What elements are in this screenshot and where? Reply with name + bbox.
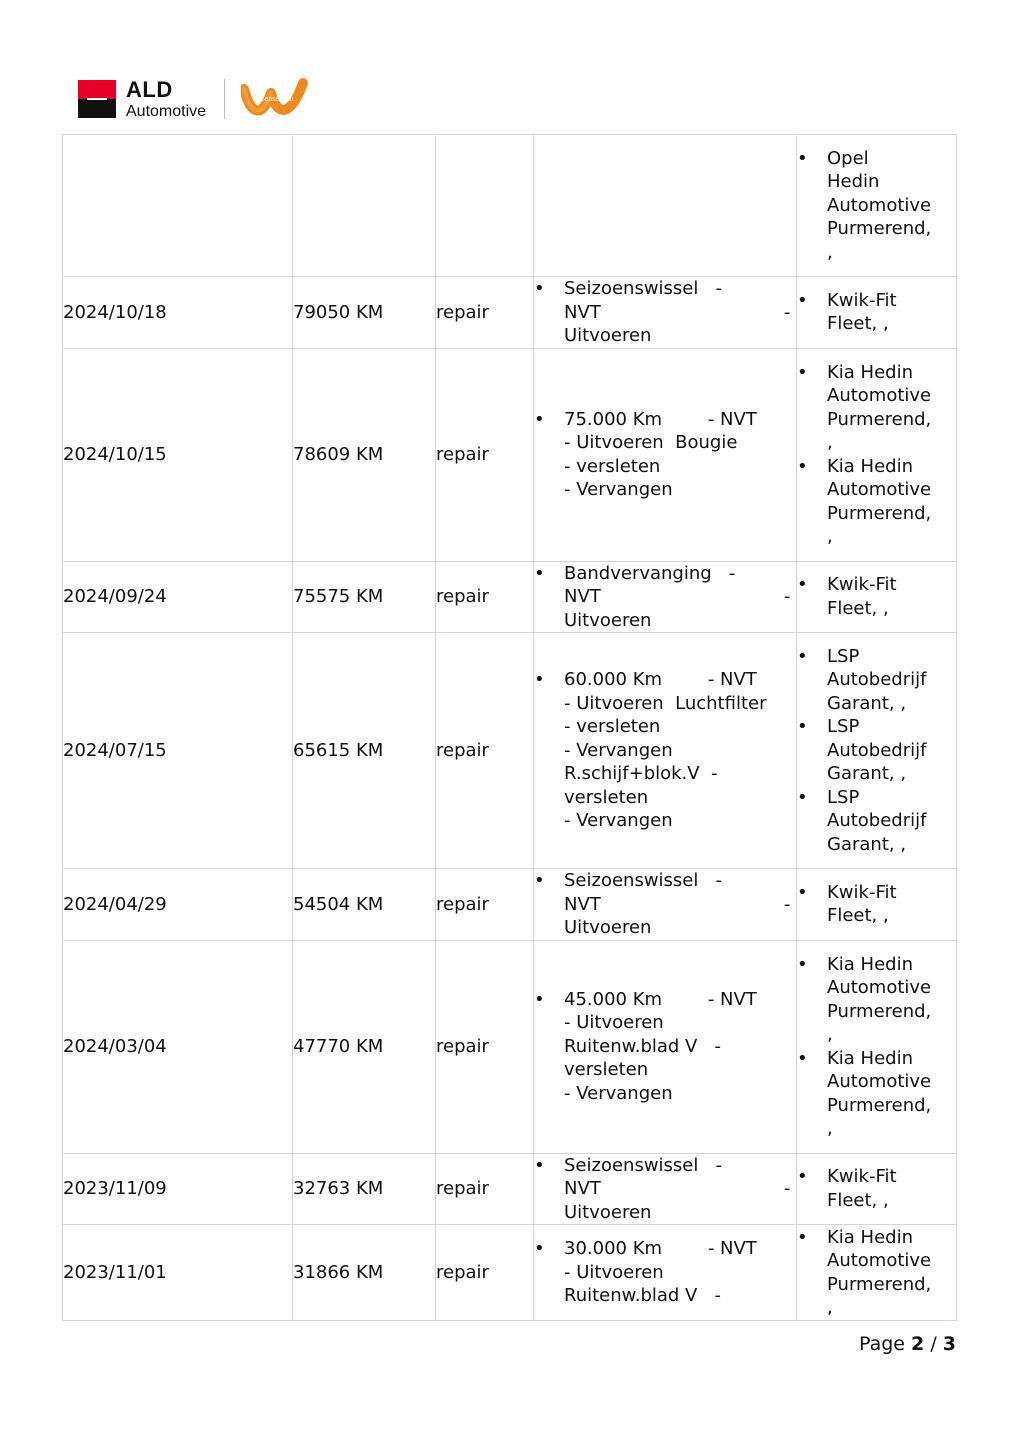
table-row bbox=[63, 561, 957, 633]
work-item: • 45.000 Km - NVT - Uitvoeren Ruitenw.blad V - versleten - Vervangen bbox=[534, 988, 796, 1106]
date-cell: 2024/10/15 bbox=[63, 348, 293, 561]
date-cell: 2024/07/15 bbox=[63, 633, 293, 869]
work-cell bbox=[534, 1225, 797, 1321]
partner-logo-text: LeasePlan bbox=[260, 96, 294, 103]
mileage-cell: 31866 KM bbox=[293, 1225, 436, 1321]
page-separator: / bbox=[930, 1333, 937, 1355]
garage-cell bbox=[797, 633, 957, 869]
table-row bbox=[63, 277, 957, 349]
garage-item: • Kwik-Fit Fleet, , bbox=[797, 573, 956, 620]
garage-item: • Kwik-Fit Fleet, , bbox=[797, 881, 956, 928]
work-item: • Seizoenswissel - NVT - Uitvoeren bbox=[534, 869, 796, 940]
work-cell bbox=[534, 135, 797, 277]
type-cell: repair bbox=[436, 1225, 534, 1321]
work-item: • 30.000 Km - NVT - Uitvoeren Ruitenw.blad V - bbox=[534, 1237, 796, 1308]
work-cell bbox=[534, 1153, 797, 1225]
work-item: • Bandvervanging - NVT - Uitvoeren bbox=[534, 562, 796, 633]
work-item: • Seizoenswissel - NVT - Uitvoeren bbox=[534, 1154, 796, 1225]
work-item: • 60.000 Km - NVT - Uitvoeren Luchtfilter - versleten - Vervangen R.schijf+blok.V - versleten - Vervangen bbox=[534, 668, 796, 833]
garage-item: • LSP Autobedrijf Garant, , bbox=[797, 645, 956, 716]
work-cell bbox=[534, 633, 797, 869]
work-cell bbox=[534, 869, 797, 941]
brand-line1: ALD bbox=[126, 76, 173, 102]
work-cell bbox=[534, 940, 797, 1153]
table-row bbox=[63, 135, 957, 277]
table-row bbox=[63, 1153, 957, 1225]
work-cell bbox=[534, 348, 797, 561]
mileage-cell: 75575 KM bbox=[293, 561, 436, 633]
date-cell: 2023/11/01 bbox=[63, 1225, 293, 1321]
type-cell: repair bbox=[436, 277, 534, 349]
table-row bbox=[63, 940, 957, 1153]
mileage-cell: 78609 KM bbox=[293, 348, 436, 561]
maintenance-history-table bbox=[62, 134, 957, 1321]
date-cell: 2024/04/29 bbox=[63, 869, 293, 941]
ald-logo-mark bbox=[78, 80, 116, 118]
mileage-cell bbox=[293, 135, 436, 277]
type-cell bbox=[436, 135, 534, 277]
table-row bbox=[63, 633, 957, 869]
garage-item: • Kia Hedin Automotive Purmerend, , bbox=[797, 953, 956, 1047]
garage-cell bbox=[797, 561, 957, 633]
garage-cell bbox=[797, 135, 957, 277]
leaseplan-logo-icon bbox=[241, 77, 313, 121]
garage-item: • Kwik-Fit Fleet, , bbox=[797, 1165, 956, 1212]
work-cell bbox=[534, 561, 797, 633]
garage-item: • Opel Hedin Automotive Purmerend, , bbox=[797, 147, 956, 265]
type-cell: repair bbox=[436, 869, 534, 941]
mileage-cell: 65615 KM bbox=[293, 633, 436, 869]
type-cell: repair bbox=[436, 348, 534, 561]
type-cell: repair bbox=[436, 633, 534, 869]
logo-divider bbox=[224, 79, 225, 119]
garage-item: • LSP Autobedrijf Garant, , bbox=[797, 715, 956, 786]
date-cell bbox=[63, 135, 293, 277]
garage-cell bbox=[797, 1153, 957, 1225]
garage-item: • Kia Hedin Automotive Purmerend, , bbox=[797, 1047, 956, 1141]
garage-cell bbox=[797, 869, 957, 941]
mileage-cell: 47770 KM bbox=[293, 940, 436, 1153]
header-logos bbox=[78, 76, 313, 122]
ald-logo-text bbox=[126, 76, 207, 120]
garage-cell bbox=[797, 940, 957, 1153]
garage-cell bbox=[797, 1225, 957, 1321]
garage-item: • Kia Hedin Automotive Purmerend, , bbox=[797, 455, 956, 549]
garage-item: • Kwik-Fit Fleet, , bbox=[797, 289, 956, 336]
type-cell: repair bbox=[436, 1153, 534, 1225]
table-row bbox=[63, 348, 957, 561]
date-cell: 2024/09/24 bbox=[63, 561, 293, 633]
type-cell: repair bbox=[436, 940, 534, 1153]
mileage-cell: 79050 KM bbox=[293, 277, 436, 349]
date-cell: 2023/11/09 bbox=[63, 1153, 293, 1225]
work-item: • 75.000 Km - NVT - Uitvoeren Bougie - versleten - Vervangen bbox=[534, 408, 796, 502]
table-row bbox=[63, 1225, 957, 1321]
garage-cell bbox=[797, 348, 957, 561]
date-cell: 2024/03/04 bbox=[63, 940, 293, 1153]
page-indicator bbox=[859, 1333, 956, 1355]
garage-item: • LSP Autobedrijf Garant, , bbox=[797, 786, 956, 857]
work-item: • Seizoenswissel - NVT - Uitvoeren bbox=[534, 277, 796, 348]
page-current: 2 bbox=[911, 1333, 925, 1355]
garage-cell bbox=[797, 277, 957, 349]
garage-item: • Kia Hedin Automotive Purmerend, , bbox=[797, 1226, 956, 1320]
work-cell bbox=[534, 277, 797, 349]
garage-item: • Kia Hedin Automotive Purmerend, , bbox=[797, 361, 956, 455]
page-total: 3 bbox=[942, 1333, 956, 1355]
mileage-cell: 32763 KM bbox=[293, 1153, 436, 1225]
table-row bbox=[63, 869, 957, 941]
type-cell: repair bbox=[436, 561, 534, 633]
mileage-cell: 54504 KM bbox=[293, 869, 436, 941]
page-label: Page bbox=[858, 1333, 905, 1355]
brand-line2: Automotive bbox=[126, 102, 207, 120]
date-cell: 2024/10/18 bbox=[63, 277, 293, 349]
